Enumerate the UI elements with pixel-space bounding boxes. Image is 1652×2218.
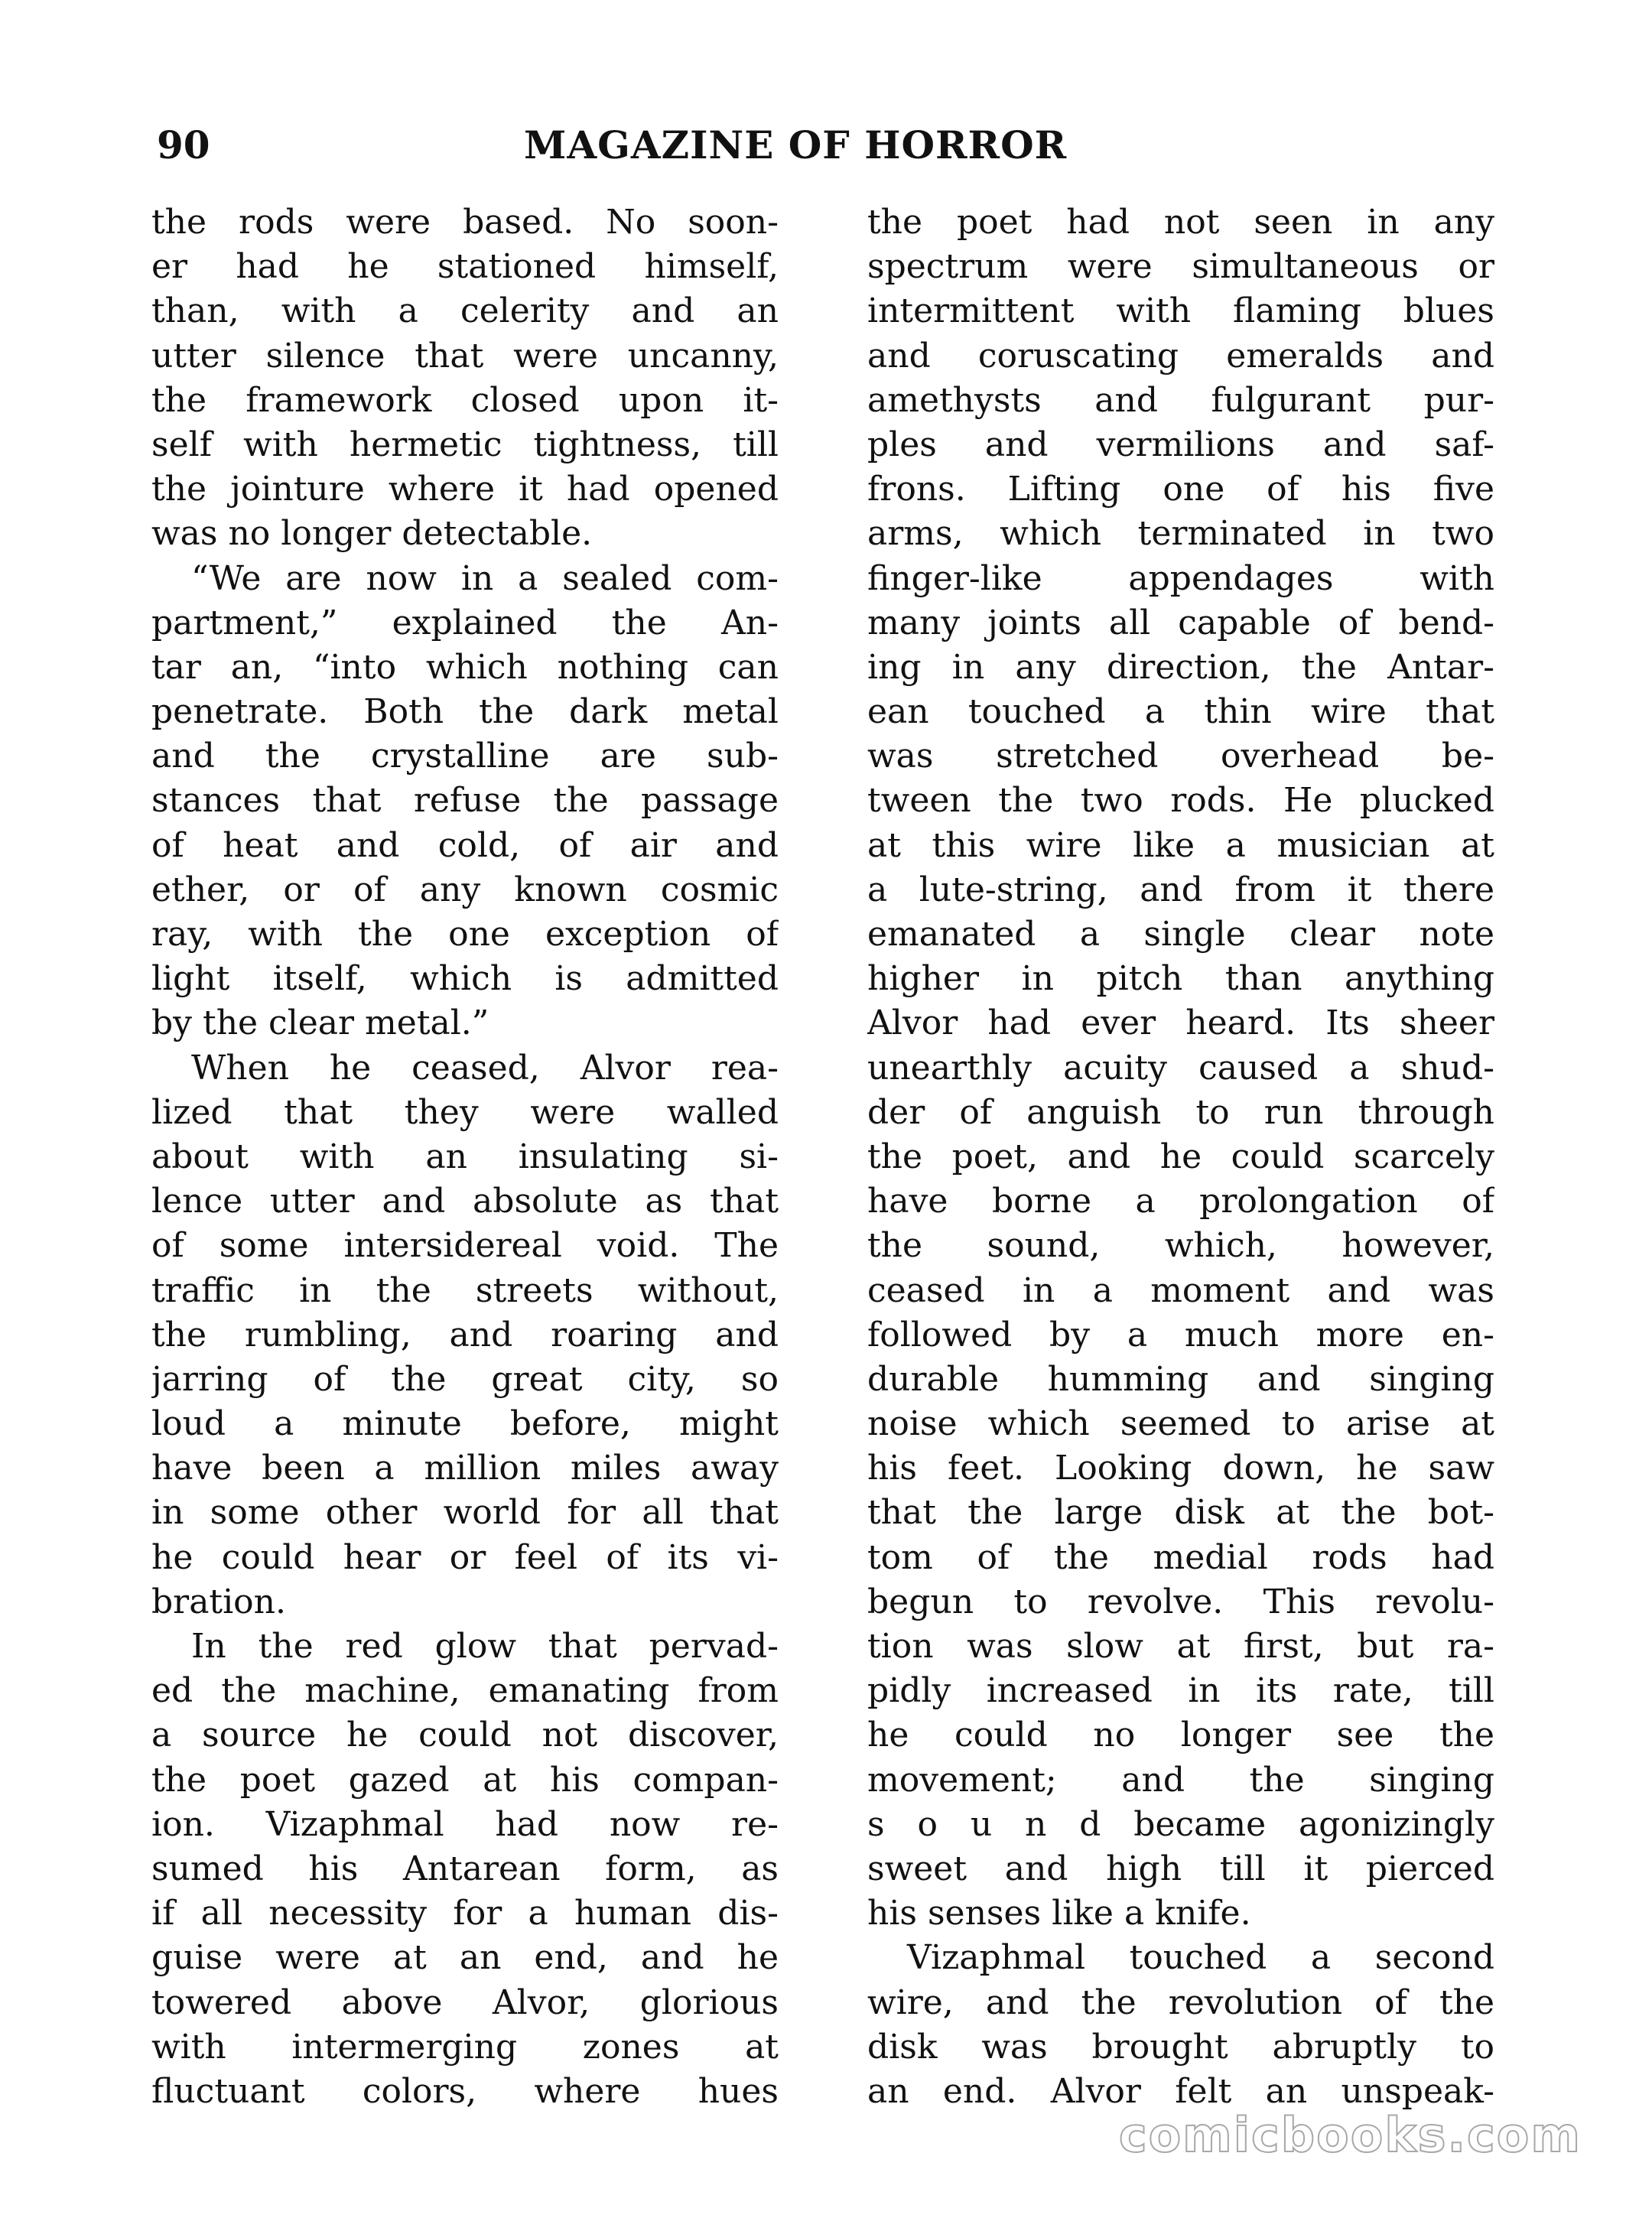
text-line: amethysts and fulgurant pur-	[867, 380, 1494, 420]
text-line: his feet. Looking down, he saw	[867, 1449, 1494, 1488]
text-line: der of anguish to run through	[867, 1092, 1494, 1132]
text-line: penetrate. Both the dark metal	[151, 692, 779, 732]
text-line: the poet, and he could scarcely	[867, 1137, 1494, 1176]
text-line: Alvor had ever heard. Its sheer	[867, 1003, 1494, 1043]
text-line: tom of the medial rods had	[867, 1537, 1494, 1577]
text-line: pidly increased in its rate, till	[867, 1671, 1494, 1711]
text-column-left	[151, 200, 779, 2114]
text-line: the framework closed upon it-	[151, 380, 779, 420]
text-line: the rumbling, and roaring and	[151, 1315, 779, 1355]
text-line: was stretched overhead be-	[867, 737, 1494, 776]
text-line: wire, and the revolution of the	[867, 1982, 1494, 2022]
text-line: if all necessity for a human dis-	[151, 1894, 779, 1933]
page-header	[157, 115, 1503, 176]
text-line: ether, or of any known cosmic	[151, 870, 779, 909]
text-line: of heat and cold, of air and	[151, 825, 779, 865]
text-line: ceased in a moment and was	[867, 1270, 1494, 1310]
text-line: jarring of the great city, so	[151, 1359, 779, 1399]
text-line: by the clear metal.”	[151, 1003, 489, 1043]
text-line: his senses like a knife.	[867, 1894, 1251, 1933]
text-line: lence utter and absolute as that	[151, 1182, 779, 1221]
text-line: ples and vermilions and saf-	[867, 424, 1494, 464]
text-line: a lute-string, and from it there	[867, 870, 1494, 909]
text-line: stances that refuse the passage	[151, 781, 779, 821]
text-line: have been a million miles away	[151, 1449, 779, 1488]
text-line: disk was brought abruptly to	[867, 2027, 1494, 2067]
text-line: ed the machine, emanating from	[151, 1671, 779, 1711]
text-line: the poet had not seen in any	[867, 203, 1494, 242]
text-line: loud a minute before, might	[151, 1404, 779, 1444]
text-line: intermittent with flaming blues	[867, 291, 1494, 331]
text-column-right	[867, 200, 1494, 2114]
text-line: than, with a celerity and an	[151, 291, 779, 331]
text-line: durable humming and singing	[867, 1359, 1494, 1399]
text-line: tion was slow at first, but ra-	[867, 1627, 1494, 1666]
text-line: an end. Alvor felt an unspeak-	[867, 2071, 1494, 2111]
text-line: the poet gazed at his compan-	[151, 1760, 779, 1800]
text-line: the sound, which, however,	[867, 1226, 1494, 1266]
text-line: about with an insulating si-	[151, 1137, 779, 1176]
text-line: he could no longer see the	[867, 1716, 1494, 1755]
text-line: fluctuant colors, where hues	[151, 2071, 779, 2111]
text-line: have borne a prolongation of	[867, 1182, 1494, 1221]
text-line: In the red glow that pervad-	[191, 1627, 779, 1666]
text-line: the rods were based. No soon-	[151, 203, 779, 242]
text-line: tar an, “into which nothing can	[151, 647, 779, 687]
text-line: utter silence that were uncanny,	[151, 336, 779, 376]
text-line: lized that they were walled	[151, 1092, 779, 1132]
text-line: towered above Alvor, glorious	[151, 1982, 779, 2022]
text-line: partment,” explained the An-	[151, 603, 779, 642]
text-line: finger-like appendages with	[867, 558, 1494, 598]
text-line: at this wire like a musician at	[867, 825, 1494, 865]
text-line: a source he could not discover,	[151, 1716, 779, 1755]
text-line: many joints all capable of bend-	[867, 603, 1494, 642]
text-line: guise were at an end, and he	[151, 1938, 779, 1978]
text-line: and coruscating emeralds and	[867, 336, 1494, 376]
text-line: with intermerging zones at	[151, 2027, 779, 2067]
text-line: self with hermetic tightness, till	[151, 424, 779, 464]
text-line: ray, with the one exception of	[151, 915, 779, 954]
watermark: comicbooks.com	[1118, 2107, 1582, 2163]
text-line: bration.	[151, 1582, 286, 1621]
text-line: sweet and high till it pierced	[867, 1849, 1494, 1888]
text-line: of some intersidereal void. The	[151, 1226, 779, 1266]
text-line: emanated a single clear note	[867, 915, 1494, 954]
text-line: that the large disk at the bot-	[867, 1493, 1494, 1533]
text-line: was no longer detectable.	[151, 514, 593, 554]
text-line: spectrum were simultaneous or	[867, 247, 1494, 287]
text-line: in some other world for all that	[151, 1493, 779, 1533]
text-line: traffic in the streets without,	[151, 1270, 779, 1310]
text-line: light itself, which is admitted	[151, 959, 779, 999]
page-number: 90	[157, 122, 210, 167]
text-line: the jointure where it had opened	[151, 470, 779, 509]
text-line: unearthly acuity caused a shud-	[867, 1048, 1494, 1088]
text-line: followed by a much more en-	[867, 1315, 1494, 1355]
text-line: s o u n d became agonizingly	[867, 1804, 1494, 1844]
text-line: movement; and the singing	[867, 1760, 1494, 1800]
text-line: tween the two rods. He plucked	[867, 781, 1494, 821]
text-line: and the crystalline are sub-	[151, 737, 779, 776]
text-line: he could hear or feel of its vi-	[151, 1537, 779, 1577]
text-line: er had he stationed himself,	[151, 247, 779, 287]
text-line: “We are now in a sealed com-	[191, 558, 779, 598]
text-line: noise which seemed to arise at	[867, 1404, 1494, 1444]
text-line: arms, which terminated in two	[867, 514, 1494, 554]
text-line: Vizaphmal touched a second	[907, 1938, 1494, 1978]
text-line: ing in any direction, the Antar-	[867, 647, 1494, 687]
running-title: MAGAZINE OF HORROR	[524, 122, 1068, 167]
text-line: sumed his Antarean form, as	[151, 1849, 779, 1888]
text-line: frons. Lifting one of his five	[867, 470, 1494, 509]
text-line: ion. Vizaphmal had now re-	[151, 1804, 779, 1844]
text-line: ean touched a thin wire that	[867, 692, 1494, 732]
text-line: begun to revolve. This revolu-	[867, 1582, 1494, 1621]
text-line: When he ceased, Alvor rea-	[191, 1048, 779, 1088]
text-line: higher in pitch than anything	[867, 959, 1494, 999]
